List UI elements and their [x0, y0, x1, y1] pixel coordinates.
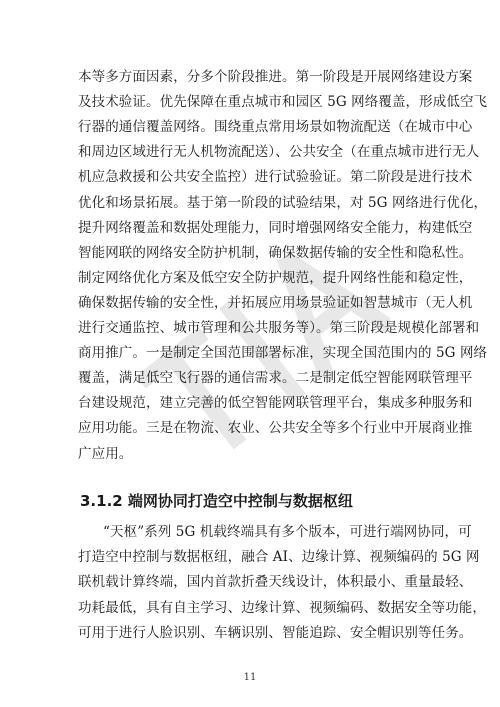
text-line: 及技术验证。优先保障在重点城市和园区 5G 网络覆盖，形成低空飞 — [78, 94, 488, 111]
text-line: 联机载计算终端，国内首款折叠天线设计，体积最小、重量最轻、 — [78, 574, 473, 591]
page-number: 11 — [243, 672, 257, 683]
text-line: 提升网络覆盖和数据处理能力，同时增强网络安全能力，构建低空 — [78, 219, 473, 236]
text-line: 优化和场景拓展。基于第一阶段的试验结果，对 5G 网络进行优化， — [78, 194, 488, 211]
text-line: 确保数据传输的安全性，并拓展应用场景验证如智慧城市（无人机 — [78, 294, 473, 311]
text-line: 机应急救援和公共安全监控）进行试验验证。第二阶段是进行技术 — [78, 169, 473, 186]
text-line: 智能网联的网络安全防护机制，确保数据传输的安全性和隐私性。 — [78, 244, 473, 261]
section-heading: 3.1.2 端网协同打造空中控制与数据枢纽 — [80, 492, 353, 510]
text-line: 和周边区域进行无人机物流配送）、公共安全（在重点城市进行无人 — [78, 144, 480, 161]
text-line: 本等多方面因素，分多个阶段推进。第一阶段是开展网络建设方案 — [78, 69, 473, 85]
text-line: 应用功能。三是在物流、农业、公共安全等多个行业中开展商业推 — [78, 420, 473, 437]
text-line: 商用推广。一是制定全国范围部署标准，实现全国范围内的 5G 网络 — [78, 345, 488, 362]
text-line: 广应用。 — [78, 445, 133, 462]
text-line: 进行交通监控、城市管理和公共服务等）。第三阶段是规模化部署和 — [78, 320, 480, 336]
text-line: 打造空中控制与数据枢纽，融合 AI、边缘计算、视频编码的 5G 网 — [78, 549, 480, 566]
text-line: 可用于进行人脸识别、车辆识别、智能追踪、安全帽识别等任务。 — [78, 624, 473, 641]
text-line: 功耗最低，具有自主学习、边缘计算、视频编码、数据安全等功能， — [78, 599, 486, 616]
text-line: 行器的通信覆盖网络。围绕重点常用场景如物流配送（在城市中心 — [78, 119, 473, 136]
text-line: 台建设规范，建立完善的低空智能网联管理平台，集成多种服务和 — [78, 395, 473, 412]
text-line: 制定网络优化方案及低空安全防护规范，提升网络性能和稳定性， — [78, 269, 473, 286]
text-line: 覆盖，满足低空飞行器的通信需求。二是制定低空智能网联管理平 — [78, 370, 473, 387]
text-line: “天枢”系列 5G 机载终端具有多个版本，可进行端网协同，可 — [103, 524, 472, 540]
